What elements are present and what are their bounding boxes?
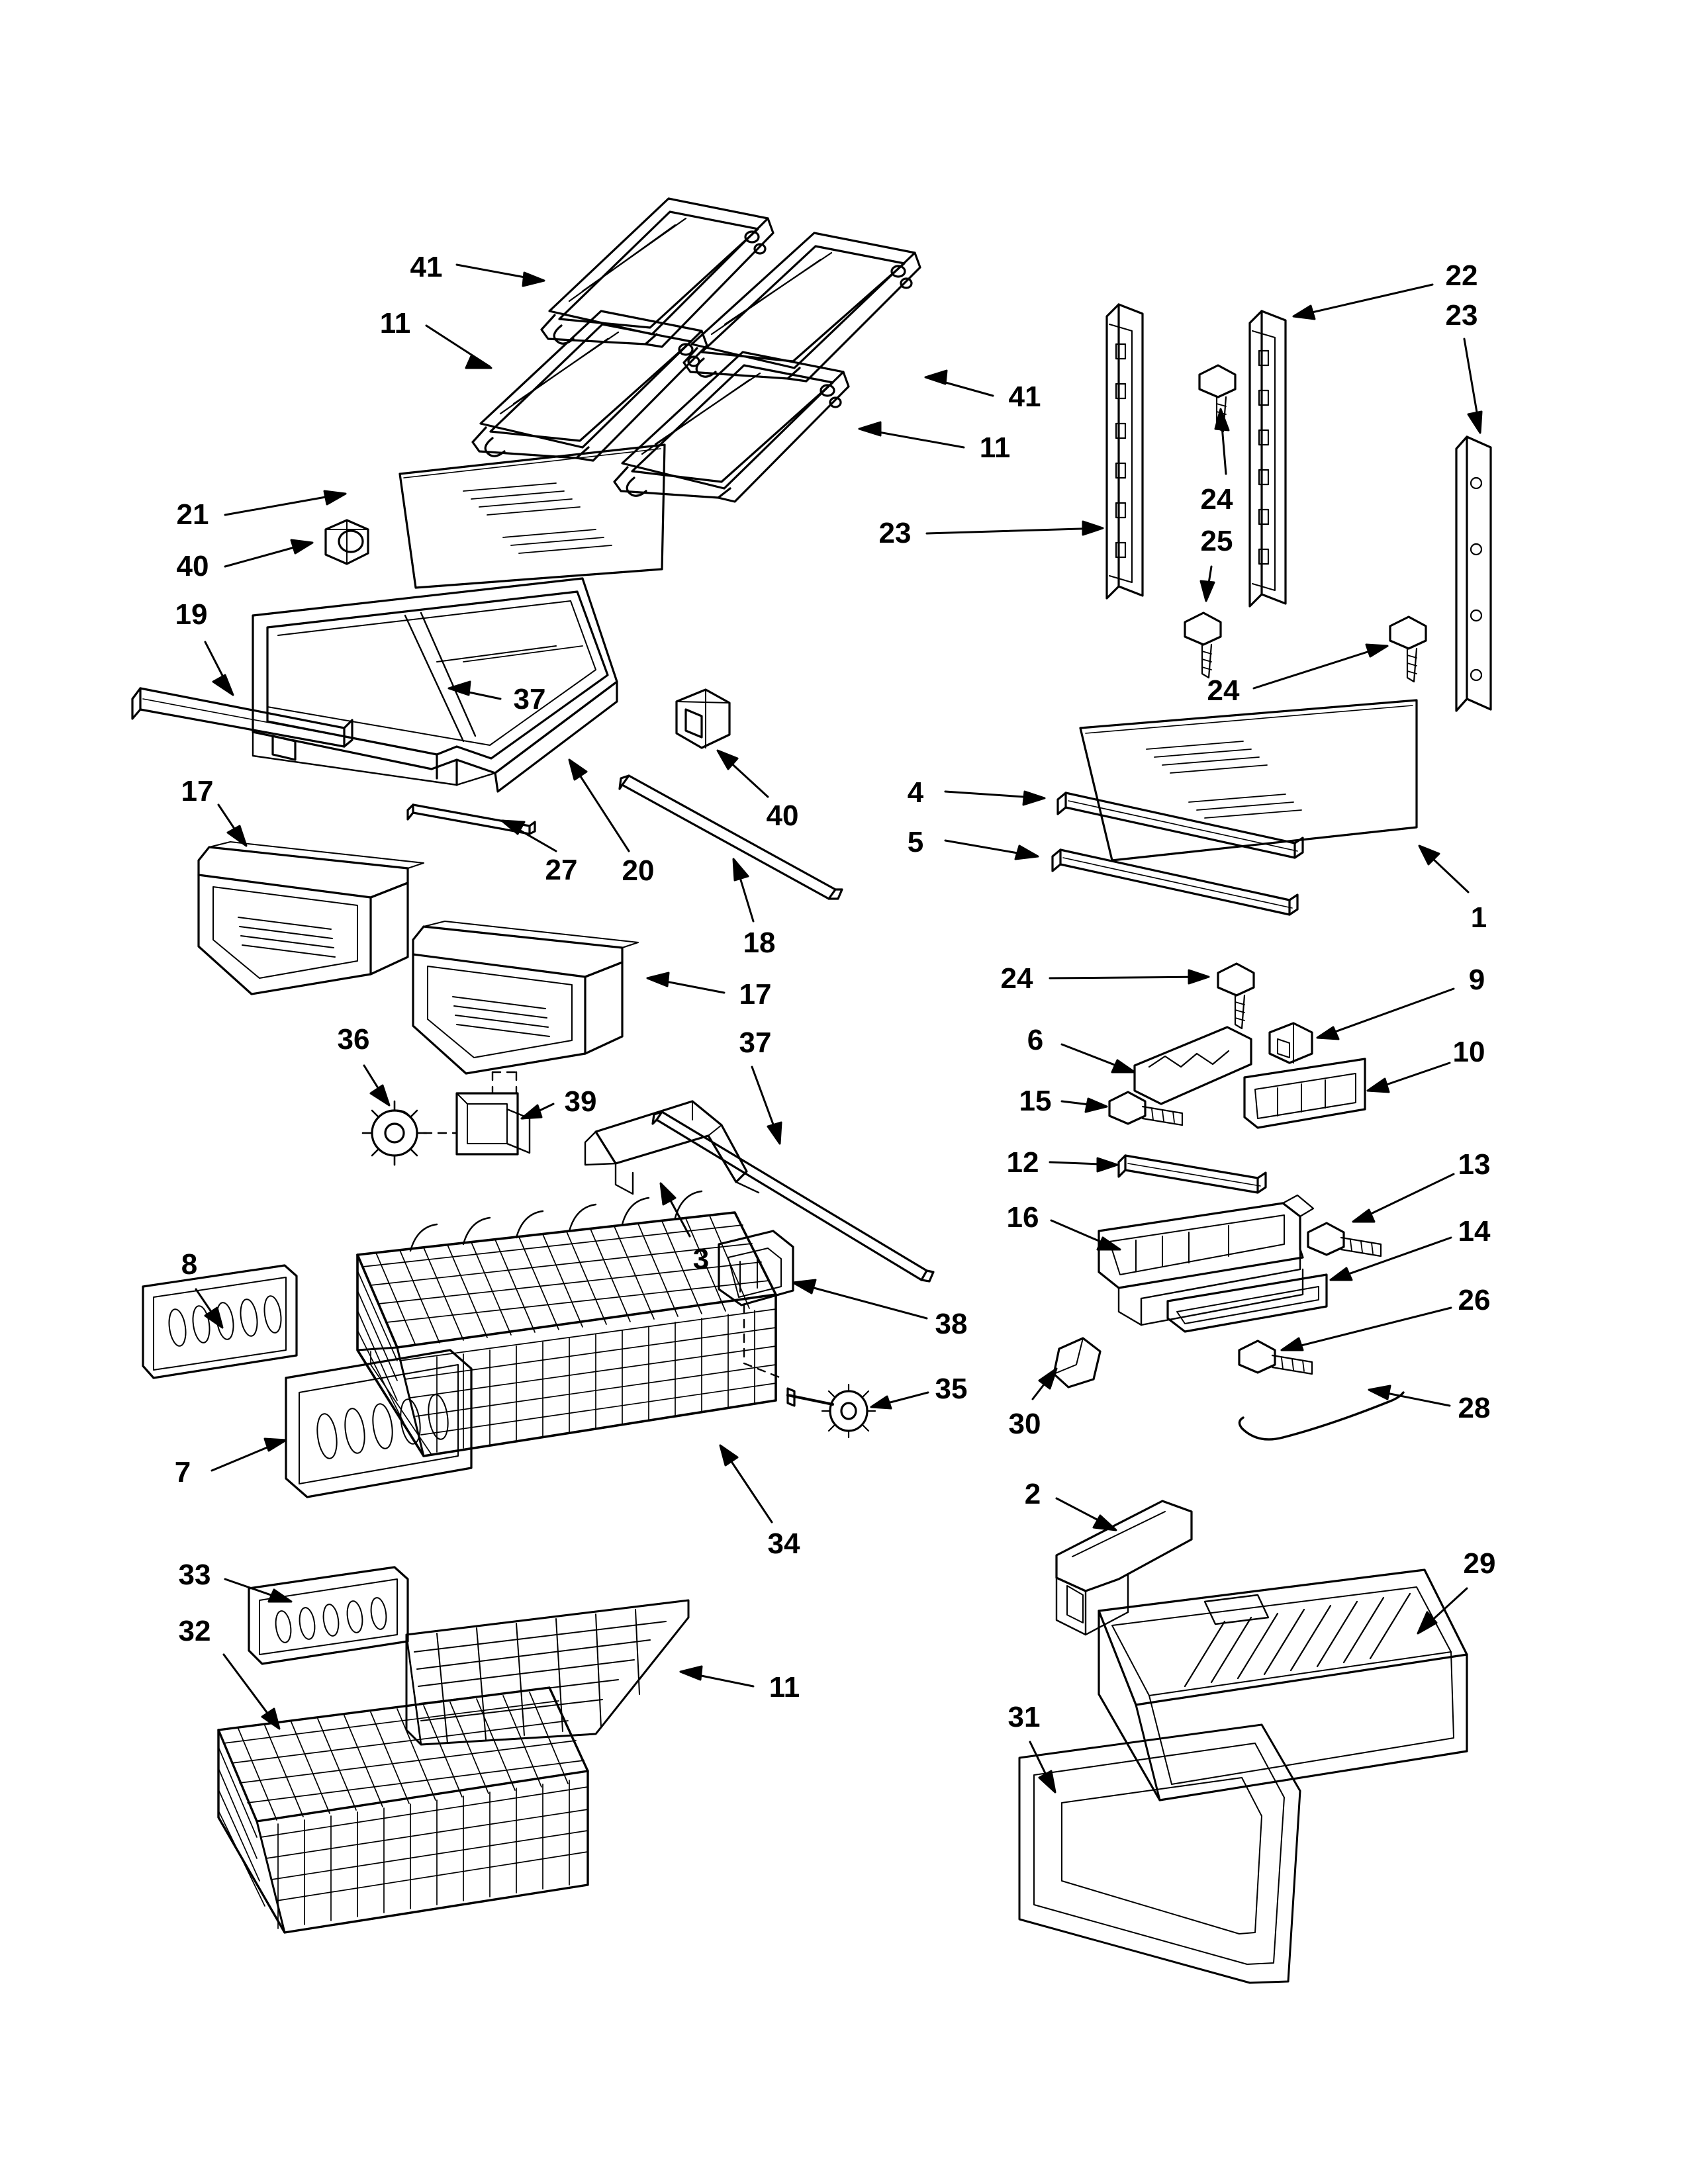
callout-5: 5	[907, 826, 924, 858]
callout-27: 27	[545, 854, 578, 886]
callout-30: 30	[1008, 1408, 1041, 1440]
callout-37-pan: 37	[513, 683, 546, 715]
callout-37-rod: 37	[739, 1026, 772, 1059]
callout-17-left: 17	[181, 775, 214, 807]
callout-19: 19	[175, 598, 208, 631]
callout-39: 39	[564, 1085, 597, 1118]
callout-22: 22	[1445, 259, 1478, 292]
callout-16: 16	[1006, 1201, 1039, 1234]
callout-34: 34	[767, 1527, 800, 1560]
callout-25: 25	[1200, 525, 1233, 557]
callout-4: 4	[907, 776, 924, 809]
callout-20: 20	[622, 854, 655, 887]
callout-1: 1	[1470, 901, 1487, 934]
callout-21: 21	[176, 498, 209, 531]
callout-35: 35	[935, 1373, 968, 1405]
callout-24-rail: 24	[1207, 674, 1240, 707]
callout-33: 33	[178, 1559, 211, 1591]
callout-13: 13	[1458, 1148, 1491, 1181]
callout-6: 6	[1027, 1024, 1044, 1056]
callout-11-bottom: 11	[769, 1671, 800, 1704]
callout-11-top: 11	[379, 307, 411, 340]
callout-23-right: 23	[1445, 299, 1478, 332]
callout-38: 38	[935, 1308, 968, 1340]
callout-40-upper: 40	[176, 550, 209, 582]
callout-29: 29	[1463, 1547, 1496, 1580]
callout-11-right: 11	[979, 432, 1011, 464]
callout-7: 7	[174, 1456, 191, 1488]
callout-18: 18	[743, 927, 776, 959]
callout-3: 3	[692, 1243, 710, 1275]
callout-15: 15	[1019, 1085, 1052, 1117]
callout-17-right: 17	[739, 978, 772, 1011]
callout-28: 28	[1458, 1392, 1491, 1424]
callout-8: 8	[181, 1248, 198, 1281]
callout-40-center: 40	[766, 799, 799, 832]
callout-23-left: 23	[878, 517, 912, 549]
callout-26: 26	[1458, 1284, 1491, 1316]
callout-2: 2	[1024, 1478, 1041, 1510]
callout-41-top: 41	[410, 251, 443, 283]
callout-9: 9	[1468, 964, 1485, 996]
callout-12: 12	[1006, 1146, 1039, 1179]
callout-24-mid: 24	[1000, 962, 1033, 995]
callout-24-upper: 24	[1200, 483, 1233, 516]
callout-10: 10	[1452, 1036, 1485, 1068]
callout-14: 14	[1458, 1215, 1491, 1248]
callout-32: 32	[178, 1615, 211, 1647]
callout-31: 31	[1008, 1701, 1041, 1733]
callout-41-right: 41	[1008, 381, 1041, 413]
callout-36: 36	[337, 1023, 370, 1056]
